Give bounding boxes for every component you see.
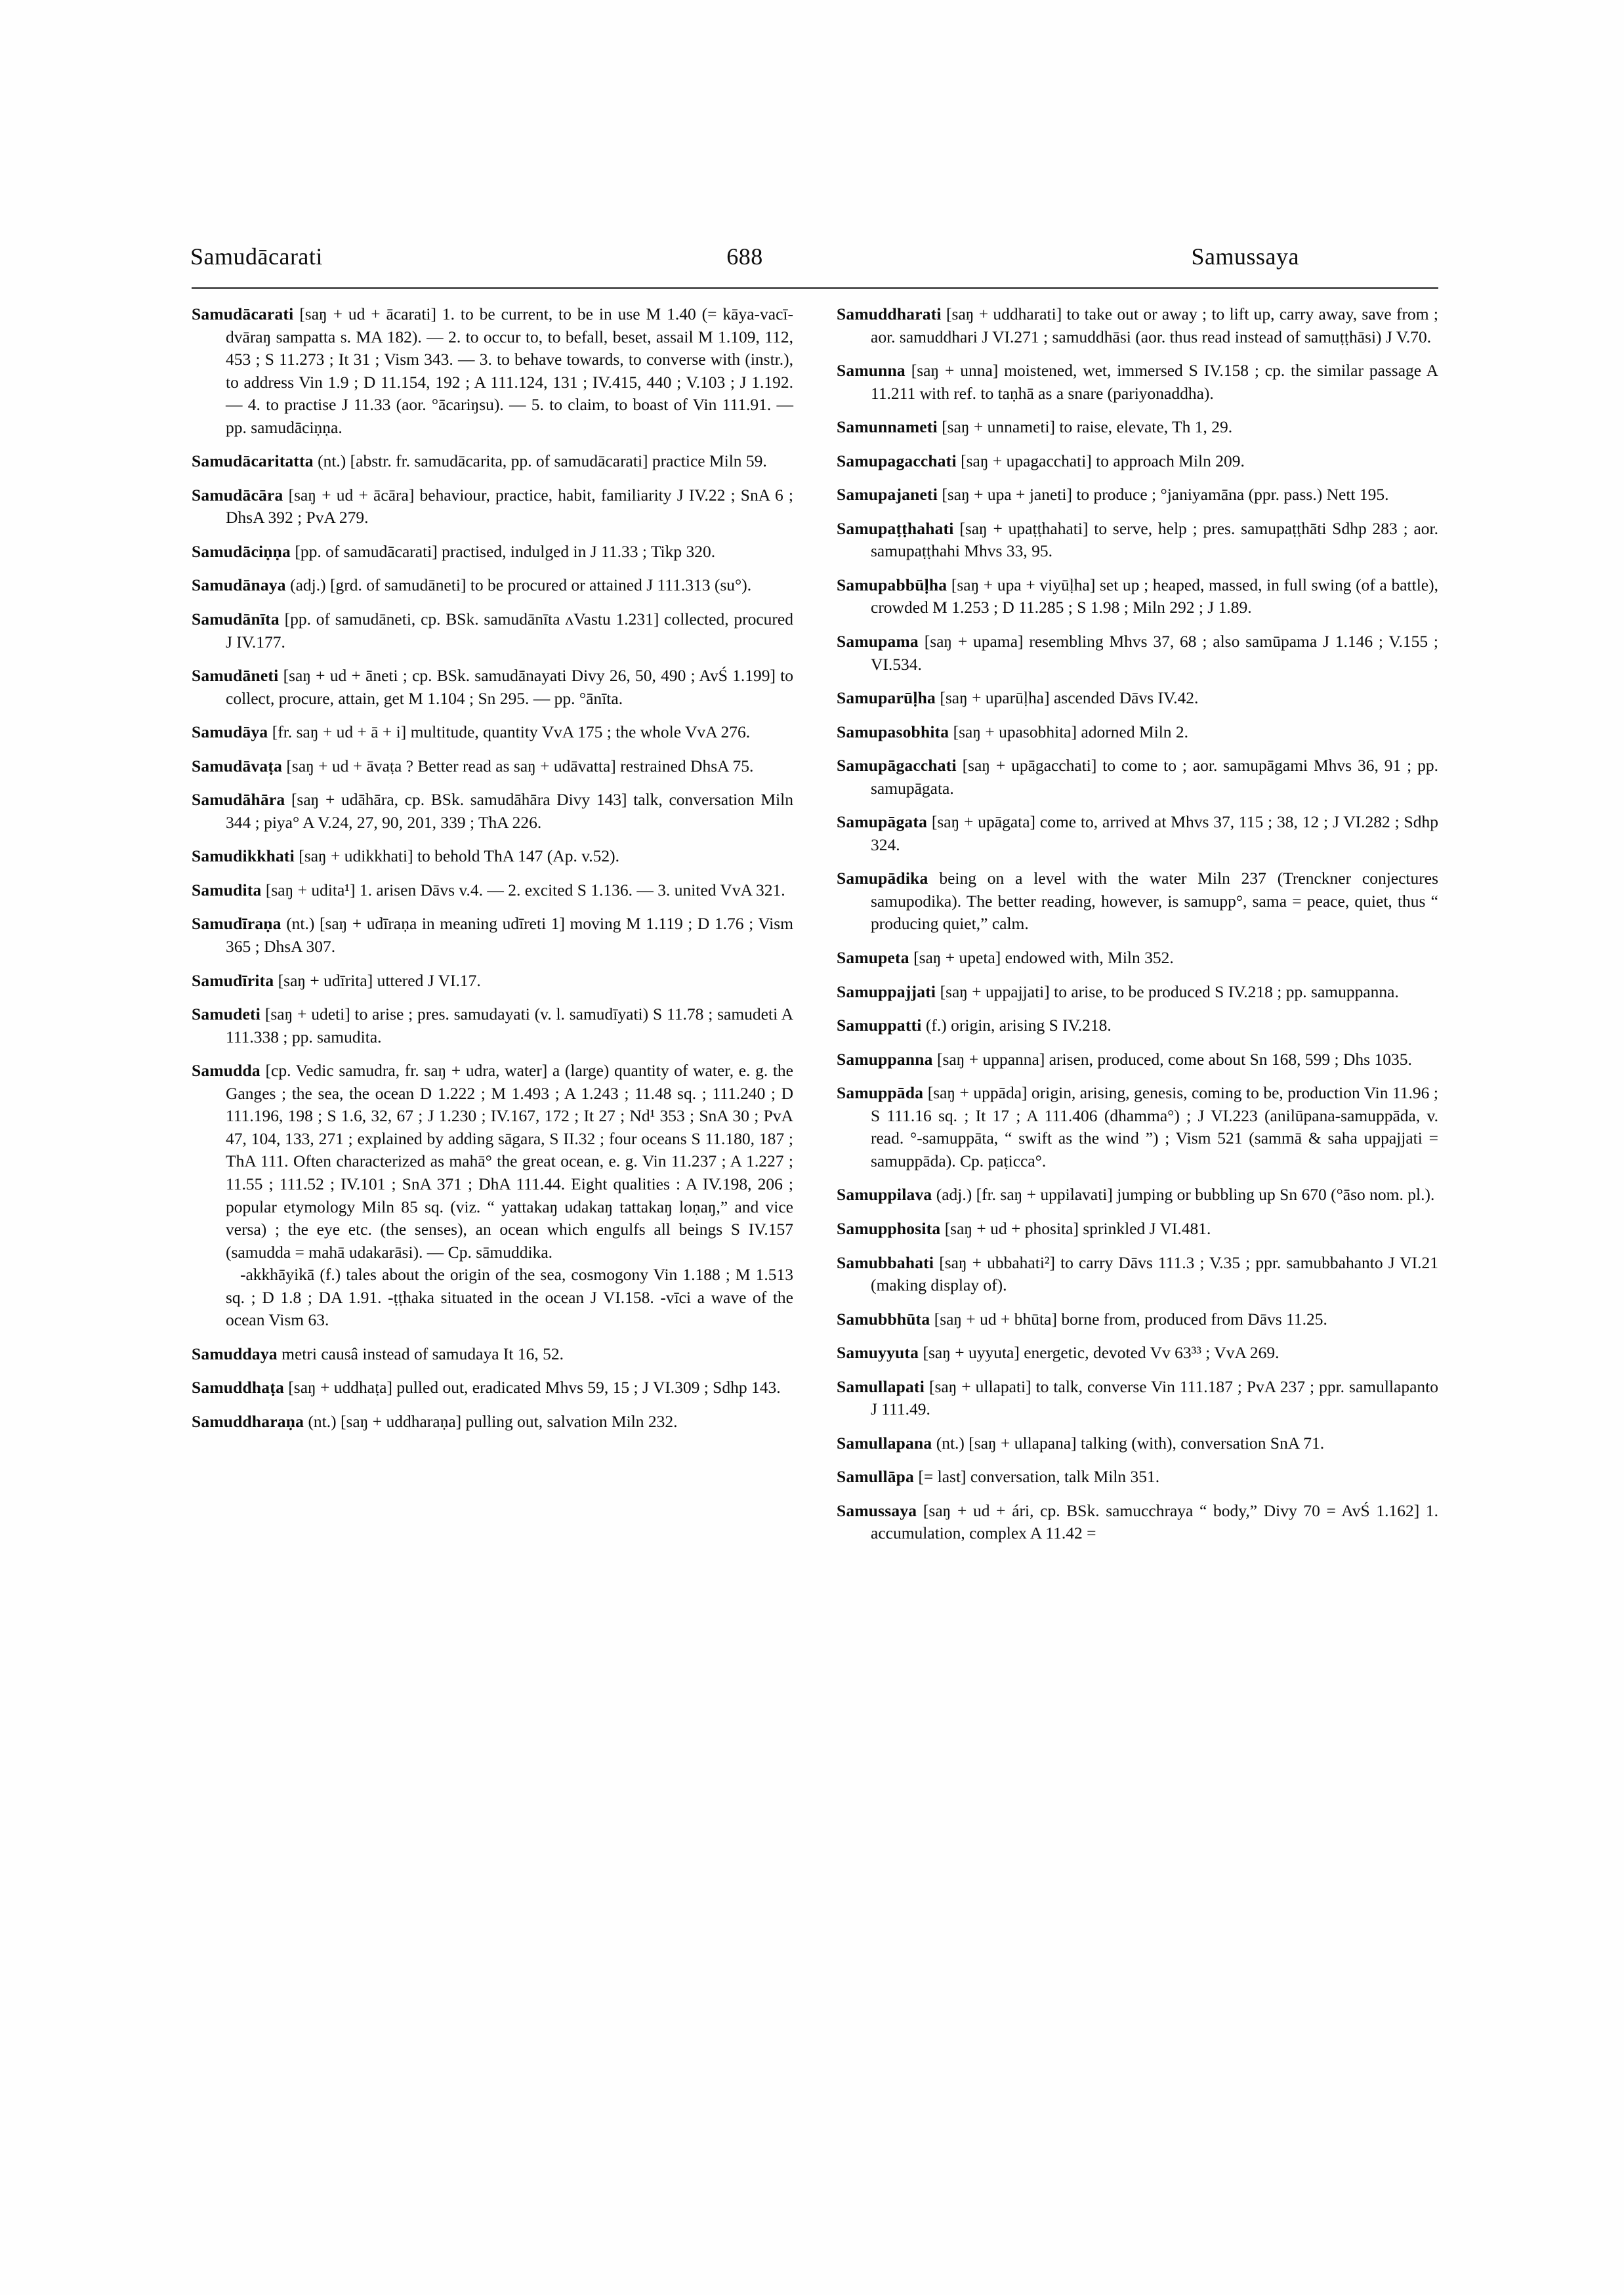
- running-header: [190, 243, 1437, 277]
- entry-body: [saŋ + unnameti] to raise, elevate, Th 1, 29.: [937, 417, 1233, 437]
- entry-body: (nt.) [abstr. fr. samudācarita, pp. of samudācarati] practice Miln 59.: [313, 451, 767, 471]
- text-columns: [192, 303, 1438, 1556]
- dictionary-entry: [192, 970, 793, 993]
- entry-headword: Samubbhūta: [837, 1309, 930, 1329]
- right-column: [837, 303, 1438, 1556]
- entry-body: [saŋ + uddharati] to take out or away ; to lift up, carry away, save from ; aor. samuddhari J VI.271 ; samuddhāsi (aor. thus read instead of samuṭṭhāsi) J V.70.: [871, 304, 1438, 346]
- dictionary-entry: [192, 541, 793, 564]
- entry-headword: Samunna: [837, 361, 906, 381]
- entry-headword: Samudāciṇṇa: [192, 541, 291, 561]
- entry-body: [cp. Vedic samudra, fr. saŋ + udra, water] a (large) quantity of water, e. g. the Ganges ; the sea, the ocean D 1.222 ; M 1.493 ; A 1.243 ; 11.48 sq. ; 111.240 ; D 111.196, 198 ; S 1.6, 32, 67 ; J 1.230 ; IV.167, 172 ; It 27 ; Nd¹ 353 ; SnA 30 ; PvA 47, 104, 133, 271 ; explained by adding sāgara, S II.32 ; four oceans S 11.180, 187 ; ThA 111. Often characterized as mahā° the great ocean, e. g. Vin 11.237 ; A 1.227 ; 11.55 ; 111.52 ; IV.101 ; SnA 371 ; DhA 111.44. Eight qualities : A IV.198, 206 ; popular etymology Miln 85 sq. (viz. “ yattakaŋ udakaŋ tattakaŋ loṇaŋ,” and vice versa) ; the eye etc. (the senses), an ocean which engulfs all beings S IV.157 (samudda = mahā udakarāsi). — Cp. sāmuddika.: [226, 1061, 793, 1262]
- entry-body: [saŋ + udeti] to arise ; pres. samudayati (v. l. samudīyati) S 11.78 ; samudeti A 111.338 ; pp. samudita.: [226, 1004, 793, 1046]
- dictionary-entry: [192, 789, 793, 834]
- entry-body: (adj.) [grd. of samudāneti] to be procured or attained J 111.313 (su°).: [285, 575, 752, 595]
- entry-headword: Samupādika: [837, 869, 928, 888]
- entry-headword: Samuyyuta: [837, 1343, 919, 1363]
- entry-headword: Samudāya: [192, 722, 268, 742]
- entry-headword: Samudācarati: [192, 304, 294, 323]
- entry-body: [saŋ + udīrita] uttered J VI.17.: [274, 970, 481, 990]
- entry-headword: Samussaya: [837, 1500, 917, 1520]
- entry-body: [saŋ + upama] resembling Mhvs 37, 68 ; also samūpama J 1.146 ; V.155 ; VI.534.: [871, 632, 1438, 674]
- entry-body: [saŋ + upāgata] come to, arrived at Mhvs 37, 115 ; 38, 12 ; J VI.282 ; Sdhp 324.: [871, 812, 1438, 854]
- dictionary-entry: [837, 360, 1438, 405]
- entry-headword: Samuddharati: [837, 304, 942, 323]
- dictionary-entry: [192, 1343, 793, 1366]
- dictionary-entry: [837, 1342, 1438, 1365]
- dictionary-entry: [837, 947, 1438, 970]
- dictionary-entry: [192, 574, 793, 597]
- entry-headword: Samuddhaṭa: [192, 1378, 284, 1397]
- entry-headword: Samudānīta: [192, 610, 280, 629]
- entry-body: [saŋ + uppajjati] to arise, to be produced S IV.218 ; pp. samuppanna.: [936, 982, 1399, 1001]
- dictionary-entry: [192, 1003, 793, 1048]
- entry-headword: Samudācaritatta: [192, 451, 314, 471]
- dictionary-entry: [837, 721, 1438, 744]
- entry-headword: Samuppilava: [837, 1185, 932, 1205]
- dictionary-entry: [192, 879, 793, 902]
- entry-headword: Samuppajjati: [837, 982, 936, 1001]
- entry-body: [saŋ + uddhaṭa] pulled out, eradicated Mhvs 59, 15 ; J VI.309 ; Sdhp 143.: [283, 1378, 781, 1397]
- entry-body: [saŋ + uppanna] arisen, produced, come about Sn 168, 599 ; Dhs 1035.: [932, 1049, 1412, 1069]
- entry-body: [saŋ + udikkhati] to behold ThA 147 (Ap. v.52).: [294, 846, 620, 866]
- entry-headword: Samupabbūḷha: [837, 575, 947, 594]
- entry-body: [saŋ + upāgacchati] to come to ; aor. samupāgami Mhvs 36, 91 ; pp. samupāgata.: [871, 756, 1438, 798]
- dictionary-entry: [837, 1308, 1438, 1331]
- dictionary-entry: [192, 1060, 793, 1332]
- dictionary-entry: [837, 1252, 1438, 1297]
- entry-body: (adj.) [fr. saŋ + uppilavati] jumping or bubbling up Sn 670 (°āso nom. pl.).: [932, 1185, 1435, 1205]
- entry-body: [saŋ + udāhāra, cp. BSk. samudāhāra Divy 143] talk, conversation Miln 344 ; piya° A V.24, 27, 90, 201, 339 ; ThA 226.: [226, 790, 793, 832]
- entry-body: being on a level with the water Miln 237 (Trenckner conjectures samupodika). The better reading, however, is samupp°, sama = peace, quiet, thus “ producing quiet,” calm.: [871, 869, 1438, 934]
- entry-body: [saŋ + upasobhita] adorned Miln 2.: [949, 722, 1189, 741]
- entry-body: [pp. of samudāneti, cp. BSk. samudānīta ᴧVastu 1.231] collected, procured J IV.177.: [226, 610, 793, 651]
- entry-body: [saŋ + upeta] endowed with, Miln 352.: [909, 948, 1174, 968]
- entry-body: [saŋ + uparūḷha] ascended Dāvs IV.42.: [936, 688, 1199, 708]
- dictionary-entry: [192, 665, 793, 710]
- entry-headword: Samudita: [192, 880, 262, 899]
- entry-body: [= last] conversation, talk Miln 351.: [914, 1467, 1160, 1487]
- entry-headword: Samupama: [837, 632, 919, 651]
- entry-headword: Samupajaneti: [837, 485, 938, 505]
- entry-headword: Samupaṭṭhahati: [837, 518, 954, 538]
- entry-headword: Samupeta: [837, 948, 909, 968]
- entry-body: [pp. of samudācarati] practised, indulged in J 11.33 ; Tikp 320.: [291, 541, 716, 561]
- entry-headword: Samudīraṇa: [192, 914, 281, 934]
- entry-body: (nt.) [saŋ + udīraṇa in meaning udīreti 1] moving M 1.119 ; D 1.76 ; Vism 365 ; DhsA 307.: [226, 914, 793, 957]
- dictionary-entry: [837, 981, 1438, 1004]
- entry-headword: Samupasobhita: [837, 722, 949, 741]
- entry-body: [saŋ + ud + ári, cp. BSk. samucchraya “ body,” Divy 70 = AvŚ 1.162] 1. accumulation, complex A 11.42 =: [871, 1500, 1438, 1543]
- dictionary-entry: [837, 1376, 1438, 1421]
- entry-body: (nt.) [saŋ + ullapana] talking (with), conversation SnA 71.: [932, 1433, 1325, 1453]
- entry-headword: Samudīrita: [192, 970, 274, 990]
- entry-body: [saŋ + ud + bhūta] borne from, produced from Dāvs 11.25.: [930, 1309, 1327, 1329]
- left-column: [192, 303, 793, 1556]
- entry-body: [saŋ + upa + janeti] to produce ; °janiyamāna (ppr. pass.) Nett 195.: [938, 485, 1389, 505]
- dictionary-entry: [837, 1432, 1438, 1455]
- dictionary-entry: [192, 484, 793, 529]
- entry-headword: Samullāpa: [837, 1467, 915, 1487]
- dictionary-entry: [192, 1411, 793, 1434]
- entry-headword: Samuppāda: [837, 1083, 924, 1103]
- dictionary-entry: [837, 755, 1438, 800]
- dictionary-entry: [837, 303, 1438, 348]
- entry-body: [saŋ + udita¹] 1. arisen Dāvs v.4. — 2. excited S 1.136. — 3. united VvA 321.: [261, 880, 785, 899]
- dictionary-entry: [837, 574, 1438, 619]
- entry-headword: Samudāneti: [192, 666, 279, 686]
- entry-body: [saŋ + uppāda] origin, arising, genesis, coming to be, production Vin 11.96 ; S 111.16 sq. ; It 17 ; A 111.406 (dhamma°) ; J VI.223 (anilūpana-samuppāda, v. read. °-samuppāta, “ swift as the wind ”) ; Vism 521 (sammā & saha uppajjati = samuppāda). Cp. paṭicca°.: [871, 1083, 1438, 1170]
- dictionary-entry: [837, 687, 1438, 710]
- entry-headword: Samuppanna: [837, 1049, 933, 1069]
- dictionary-entry: [837, 1466, 1438, 1489]
- dictionary-entry: [837, 1048, 1438, 1071]
- entry-headword: Samupāgacchati: [837, 756, 957, 775]
- entry-subsection: -akkhāyikā (f.) tales about the origin of the sea, cosmogony Vin 1.188 ; M 1.513 sq. ; D 1.8 ; DA 1.91. -ṭṭhaka situated in the ocean J VI.158. -vīci a wave of the ocean Vism 63.: [226, 1265, 793, 1330]
- entry-body: [saŋ + ud + ācarati] 1. to be current, to be in use M 1.40 (= kāya-vacī-dvāraŋ sampatta s. MA 182). — 2. to occur to, to befall, beset, assail M 1.109, 112, 453 ; S 11.273 ; It 31 ; Vism 343. — 3. to behave towards, to converse with (instr.), to address Vin 1.9 ; D 11.154, 192 ; A 111.124, 131 ; IV.415, 440 ; V.103 ; J 1.192. — 4. to practise J 11.33 (aor. °ācariŋsu). — 5. to claim, to boast of Vin 111.91. — pp. samudāciṇṇa.: [226, 304, 793, 437]
- left-running-head: Samudācarati: [190, 243, 323, 270]
- entry-headword: Samullapati: [837, 1376, 925, 1396]
- entry-body: [saŋ + ud + phosita] sprinkled J VI.481.: [940, 1218, 1211, 1238]
- dictionary-entry: [192, 303, 793, 439]
- entry-body: [saŋ + ud + āvaṭa ? Better read as saŋ + udāvatta] restrained DhsA 75.: [282, 756, 754, 775]
- entry-body: [saŋ + uyyuta] energetic, devoted Vv 63³³ ; VvA 269.: [919, 1343, 1280, 1363]
- entry-headword: Samuparūḷha: [837, 688, 936, 708]
- entry-body: [saŋ + ud + āneti ; cp. BSk. samudānayati Divy 26, 50, 490 ; AvŚ 1.199] to collect, procure, attain, get M 1.104 ; Sn 295. — pp. °ānīta.: [226, 666, 793, 708]
- dictionary-entry: [837, 450, 1438, 473]
- dictionary-entry: [837, 1184, 1438, 1207]
- dictionary-entry: [192, 721, 793, 744]
- entry-headword: Samudāhāra: [192, 790, 285, 810]
- entry-body: [saŋ + ullapati] to talk, converse Vin 111.187 ; PvA 237 ; ppr. samullapanto J 111.49.: [871, 1376, 1438, 1419]
- dictionary-entry: [837, 867, 1438, 936]
- entry-headword: Samudikkhati: [192, 846, 295, 866]
- dictionary-entry: [837, 416, 1438, 439]
- dictionary-entry: [837, 518, 1438, 563]
- entry-body: (nt.) [saŋ + uddharaṇa] pulling out, salvation Miln 232.: [304, 1411, 678, 1431]
- entry-headword: Samupāgata: [837, 812, 928, 832]
- entry-headword: Samuddharaṇa: [192, 1411, 304, 1431]
- entry-headword: Samudānaya: [192, 575, 286, 595]
- entry-headword: Samullapana: [837, 1433, 932, 1453]
- entry-headword: Samupphosita: [837, 1218, 941, 1238]
- dictionary-entry: [192, 608, 793, 653]
- dictionary-entry: [837, 484, 1438, 507]
- dictionary-entry: [837, 631, 1438, 676]
- dictionary-entry: [192, 913, 793, 958]
- entry-headword: Samudeti: [192, 1004, 261, 1024]
- dictionary-entry: [192, 845, 793, 868]
- entry-headword: Samudda: [192, 1061, 260, 1081]
- entry-headword: Samubbahati: [837, 1252, 934, 1272]
- entry-body: [saŋ + upaṭṭhahati] to serve, help ; pres. samupaṭṭhāti Sdhp 283 ; aor. samupaṭṭhahi Mhvs 33, 95.: [871, 518, 1438, 561]
- entry-body: [saŋ + upa + viyūḷha] set up ; heaped, massed, in full swing (of a battle), crowded M 1.253 ; D 11.285 ; S 1.98 ; Miln 292 ; J 1.89.: [871, 575, 1438, 617]
- entry-headword: Samuddaya: [192, 1344, 278, 1363]
- entry-headword: Samupagacchati: [837, 451, 957, 470]
- entry-body: [fr. saŋ + ud + ā + i] multitude, quantity VvA 175 ; the whole VvA 276.: [268, 722, 751, 742]
- entry-headword: Samudāvaṭa: [192, 756, 283, 775]
- dictionary-entry: [192, 755, 793, 778]
- right-running-head: Samussaya: [1191, 243, 1299, 270]
- entry-body: [saŋ + ud + ācāra] behaviour, practice, habit, familiarity J IV.22 ; SnA 6 ; DhsA 392 ; PvA 279.: [226, 485, 793, 527]
- dictionary-entry: [192, 1376, 793, 1399]
- entry-body: metri causâ instead of samudaya It 16, 52.: [277, 1344, 564, 1363]
- entry-headword: Samunnameti: [837, 417, 938, 437]
- dictionary-entry: [837, 1082, 1438, 1172]
- entry-body: [saŋ + ubbahati²] to carry Dāvs 111.3 ; V.35 ; ppr. samubbahanto J VI.21 (making display of).: [871, 1252, 1438, 1295]
- entry-body: (f.) origin, arising S IV.218.: [921, 1016, 1112, 1035]
- entry-body: [saŋ + upagacchati] to approach Miln 209.: [956, 451, 1245, 470]
- dictionary-entry: [837, 1218, 1438, 1241]
- entry-body: [saŋ + unna] moistened, wet, immersed S IV.158 ; cp. the similar passage A 11.211 with ref. to taṇhā as a snare (pariyonaddha).: [871, 361, 1438, 403]
- dictionary-entry: [837, 1500, 1438, 1545]
- entry-headword: Samudācāra: [192, 485, 283, 505]
- entry-headword: Samuppatti: [837, 1016, 922, 1035]
- dictionary-entry: [837, 811, 1438, 856]
- page-number: 688: [726, 243, 763, 270]
- dictionary-entry: [837, 1014, 1438, 1037]
- header-rule: [192, 287, 1438, 289]
- dictionary-entry: [192, 450, 793, 473]
